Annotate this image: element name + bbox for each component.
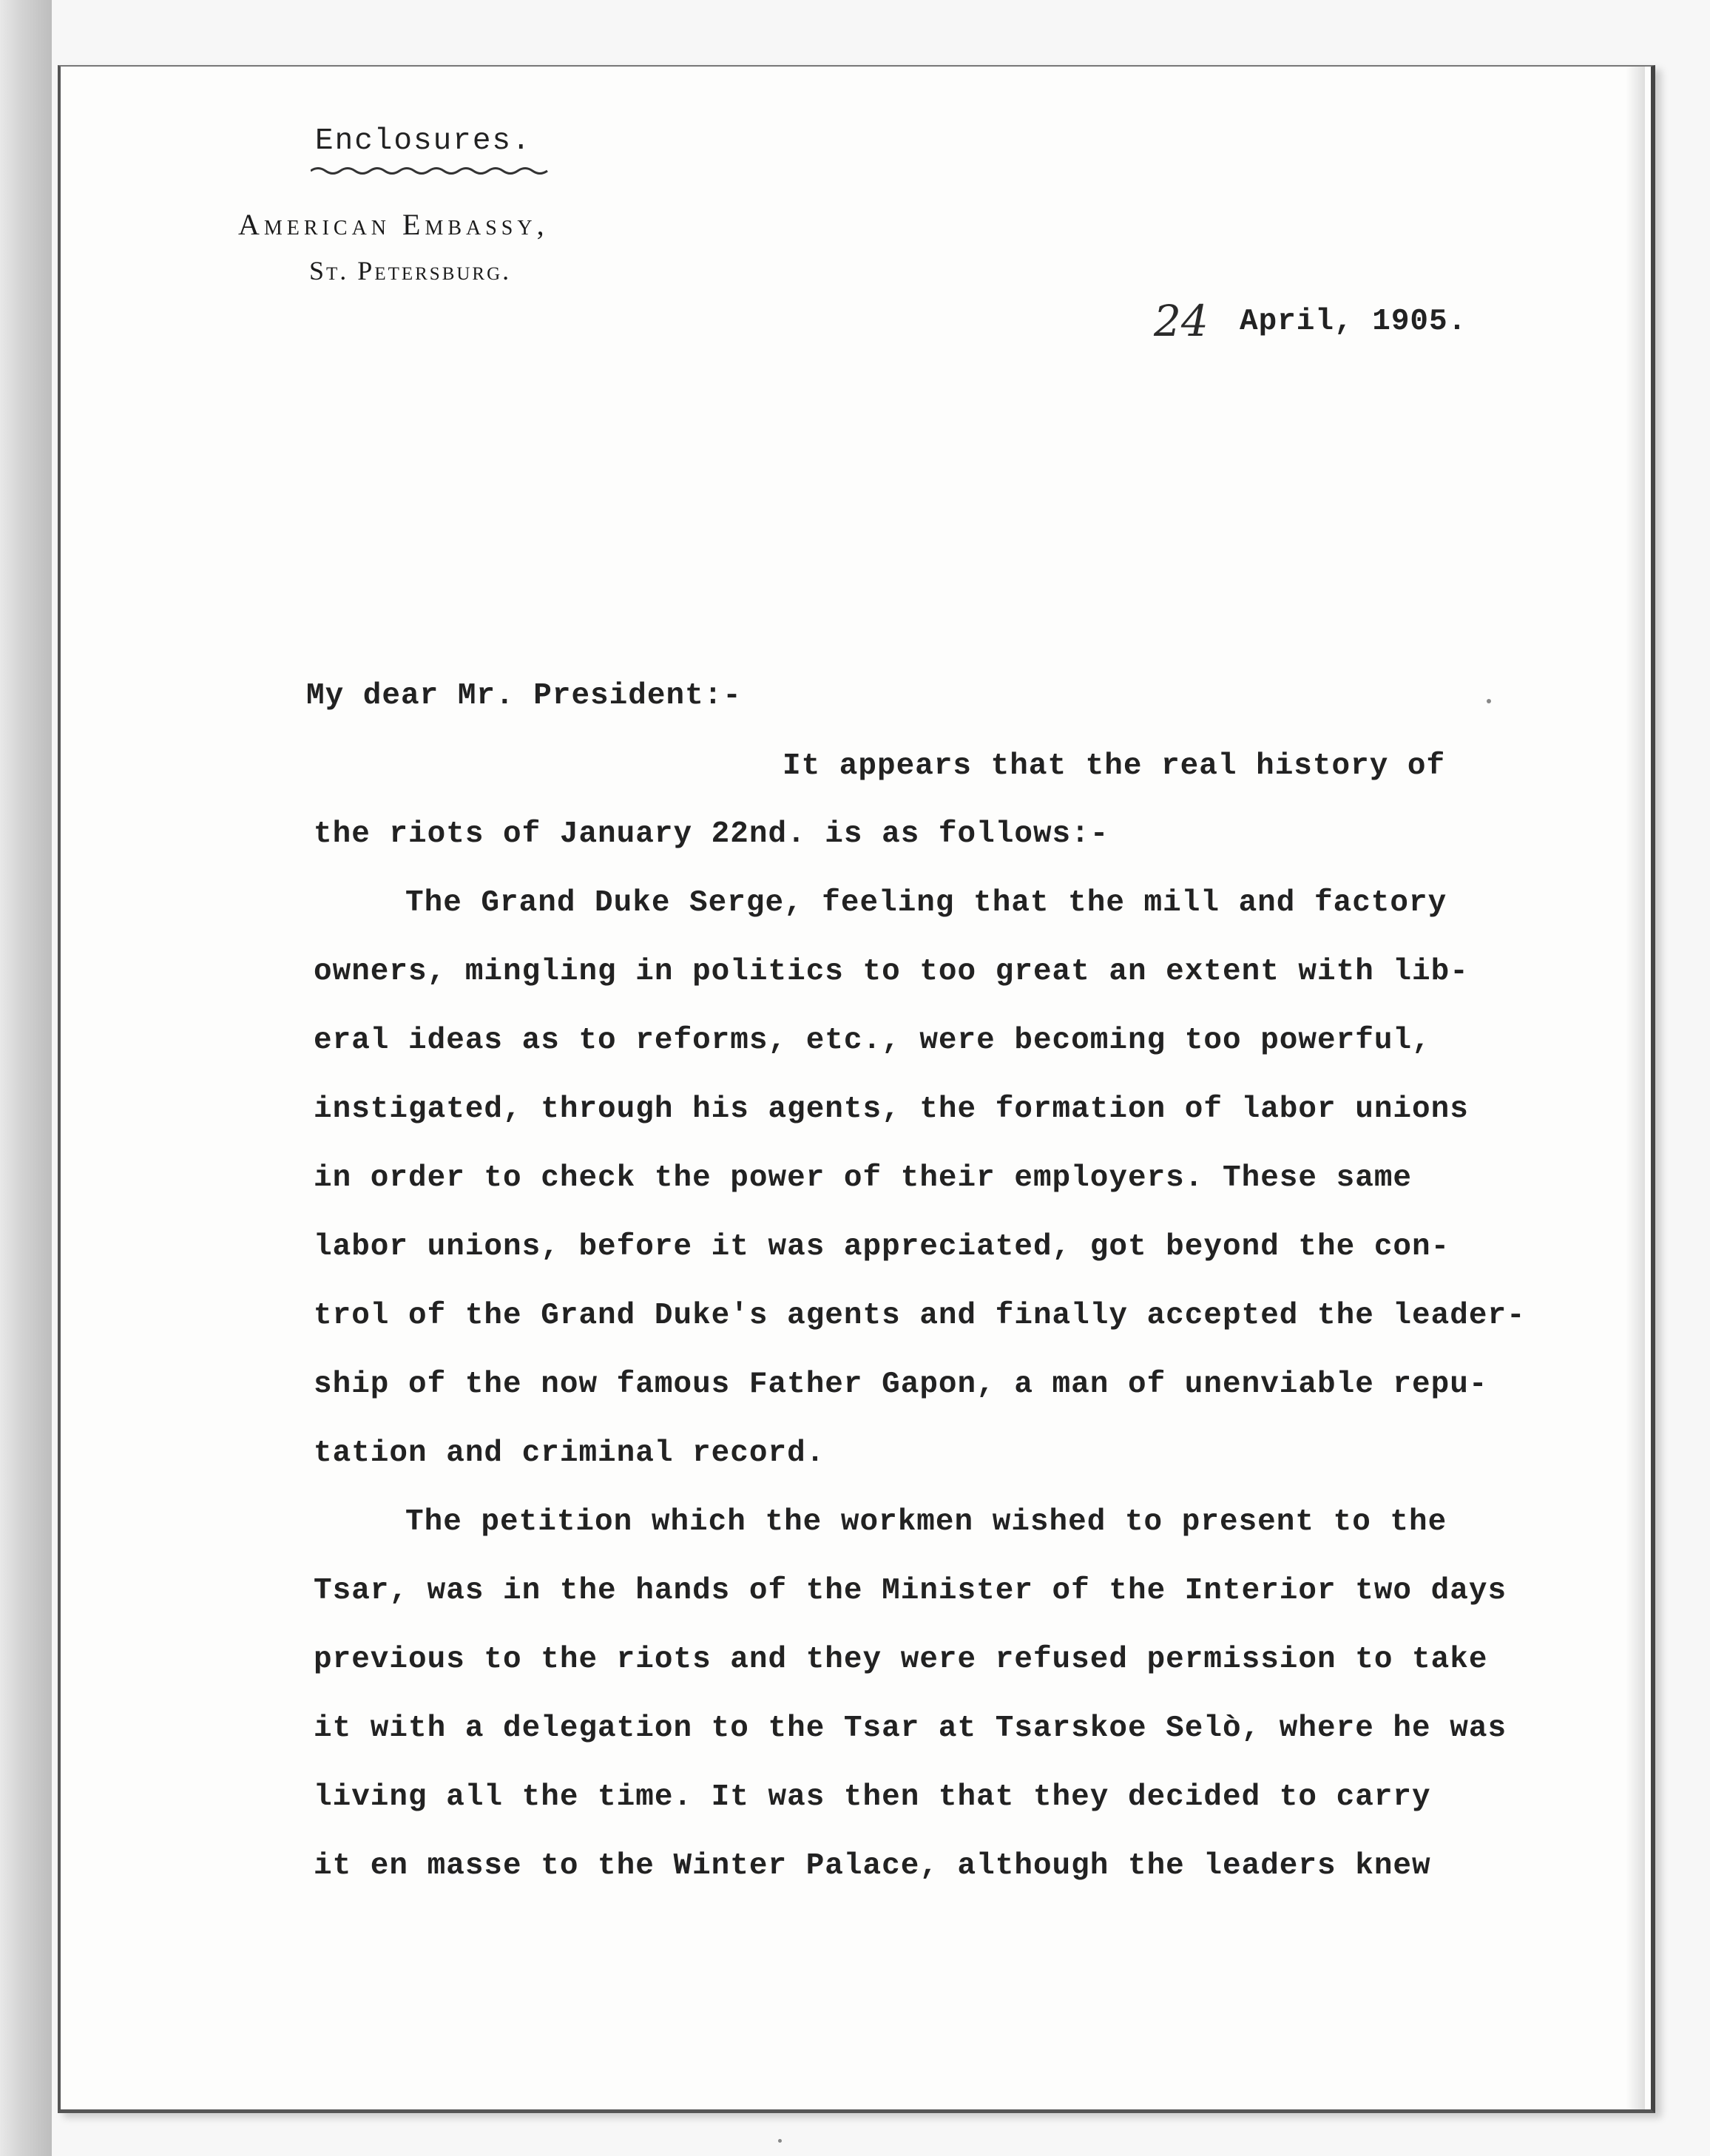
page-edge-shadow [1626,67,1645,2109]
body-line: instigated, through his agents, the formation of labor unions [314,1092,1469,1126]
body-line: owners, mingling in politics to too great an extent with lib- [314,955,1469,989]
body-line: Tsar, was in the hands of the Minister of the Interior two days [314,1574,1507,1608]
paper-speck [1487,699,1491,703]
salutation: My dear Mr. President:- [306,679,742,713]
body-line: previous to the riots and they were refused permission to take [314,1643,1488,1677]
body-line: eral ideas as to reforms, etc., were becoming too powerful, [314,1024,1431,1058]
body-line: living all the time. It was then that they decided to carry [314,1780,1431,1814]
body-line: in order to check the power of their employers. These same [314,1161,1413,1195]
date-month-year: April, 1905. [1240,305,1467,339]
body-line: it with a delegation to the Tsar at Tsarskoe Selò, where he was [314,1711,1507,1746]
body-line: labor unions, before it was appreciated, got beyond the con- [314,1230,1450,1264]
body-line: The Grand Duke Serge, feeling that the mill and factory [405,886,1447,920]
enclosures-note: Enclosures. [315,124,532,158]
scan-background-edge [0,0,52,2156]
enclosures-underline [311,164,551,178]
body-line: ship of the now famous Father Gapon, a man of unenviable repu- [314,1368,1488,1402]
body-line: The petition which the workmen wished to present to the [405,1505,1447,1539]
letterhead-embassy: American Embassy, [238,208,549,241]
date-day-handwritten: 24 [1154,296,1209,346]
body-line: It appears that the real history of [783,749,1446,783]
body-line: tation and criminal record. [314,1436,825,1470]
body-line: trol of the Grand Duke's agents and finally accepted the leader- [314,1299,1526,1333]
paper-speck [778,2139,782,2143]
body-line: the riots of January 22nd. is as follows:- [314,817,1109,851]
body-line: it en masse to the Winter Palace, although the leaders knew [314,1849,1431,1883]
letterhead-city: St. Petersburg. [309,256,512,285]
